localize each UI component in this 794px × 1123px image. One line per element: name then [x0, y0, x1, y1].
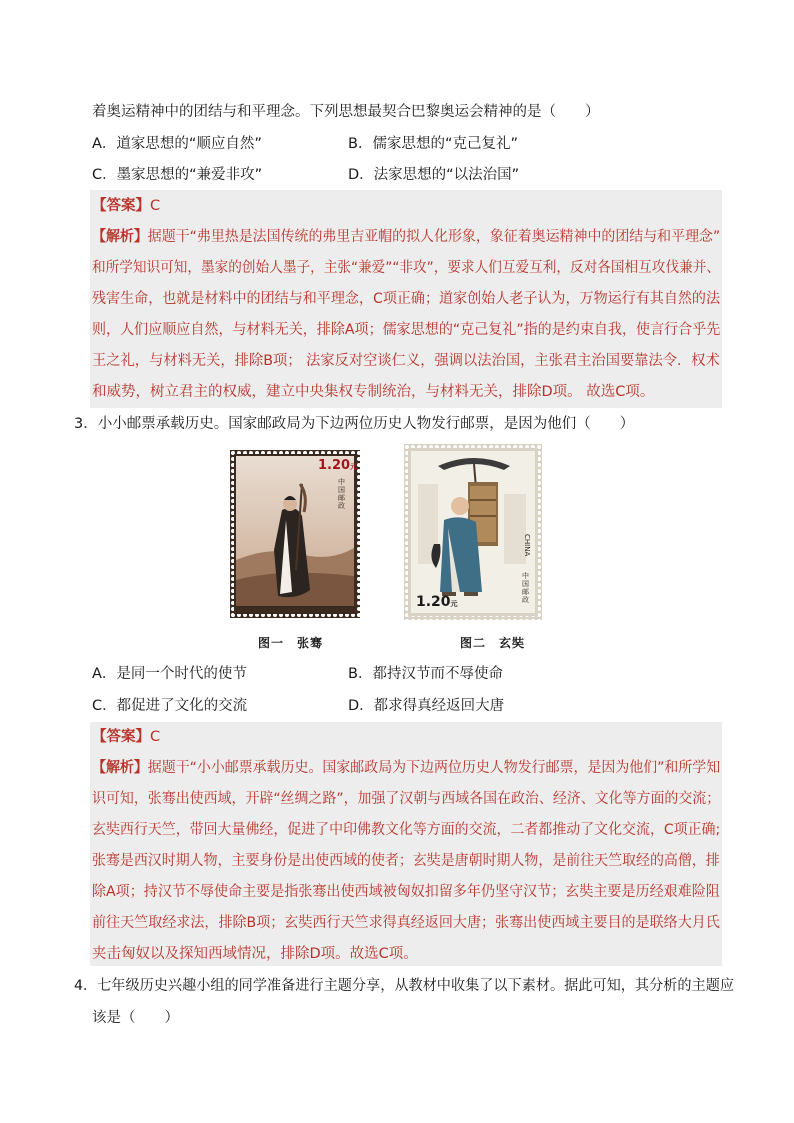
stamp2-caption: 图二 玄奘: [460, 636, 526, 650]
q3-stem: 3．小小邮票承载历史。国家邮政局为下边两位历史人物发行邮票，是因为他们（ ）: [74, 416, 635, 432]
q2-analysis-line: 和威势，树立君主的权威，建立中央集权专制统治，与材料无关，排除D项。 故选C项。: [92, 384, 655, 400]
q3-analysis-line: 夹击匈奴以及探知西域情况，排除D项。故选C项。: [92, 946, 418, 962]
stamp2-country: 中国邮政: [522, 572, 529, 604]
q3-option-d: D．都求得真经返回大唐: [348, 698, 505, 714]
q3-analysis-text: 据题干“小小邮票承载历史。国家邮政局为下边两位历史人物发行邮票，是因为他们”和所学知: [147, 760, 721, 776]
stamp2-country-en: CHINA: [523, 534, 531, 557]
q2-analysis-line: 则，人们应顺应自然，与材料无关，排除A项；儒家思想的“克己复礼”指的是约束自我，使言行合乎先: [92, 322, 721, 338]
stamp-zhang-qian: [230, 450, 360, 618]
q2-analysis-line: 残害生命，也就是材料中的团结与和平理念，C项正确；道家创始人老子认为，万物运行有其自然的法: [92, 291, 721, 307]
q4-stem-line: 该是（ ）: [92, 1010, 179, 1026]
q3-answer-row: [92, 727, 160, 747]
stamp1-value: 1.20元: [318, 458, 358, 473]
q4-stem-line: 4．七年级历史兴趣小组的同学准备进行主题分享，从教材中收集了以下素材。据此可知，其分析的主题应: [74, 978, 735, 994]
q2-analysis-line: 王之礼，与材料无关，排除B项； 法家反对空谈仁义，强调以法治国，主张君主治国要靠法令．权术: [92, 353, 720, 369]
q2-option-c: C．墨家思想的“兼爱非攻”: [92, 167, 263, 183]
q2-option-a: A．道家思想的“顺应自然”: [92, 136, 262, 152]
q3-analysis-line: 前往天竺取经求法，排除B项；玄奘西行天竺求得真经返回大唐；张骞出使西域主要目的是联络大月氏: [92, 915, 720, 931]
stamp1-caption: 图一 张骞: [258, 636, 324, 650]
q2-analysis-line: 和所学知识可知，墨家的创始人墨子，主张“兼爱”“非攻”，要求人们互爱互利，反对各国相互攻伐兼并、: [92, 260, 720, 276]
q2-answer-tag: 【答案】: [92, 198, 150, 214]
q2-option-d: D．法家思想的“以法治国”: [348, 167, 520, 183]
q3-option-c: C．都促进了文化的交流: [92, 698, 248, 714]
q2-analysis-line: [92, 227, 720, 247]
q3-analysis-line: 识可知，张骞出使西域，开辟“丝绸之路”，加强了汉朝与西域各国在政治、经济、文化等方面的交流；: [92, 791, 721, 807]
stamp2-value: 1.20元: [416, 594, 458, 610]
q3-analysis-line: [92, 758, 720, 778]
q2-analysis-text: 据题干“弗里热是法国传统的弗里吉亚帽的拟人化形象，象征着奥运精神中的团结与和平理念”: [147, 229, 721, 245]
stamp-xuanzang: [404, 444, 542, 620]
q2-answer-box: [90, 190, 722, 408]
q2-analysis-tag: 【解析】: [92, 229, 148, 245]
q2-stem: 着奥运精神中的团结与和平理念。下列思想最契合巴黎奥运会精神的是（ ）: [92, 104, 600, 120]
q3-option-a: A．是同一个时代的使节: [92, 666, 247, 682]
q2-answer-row: [92, 196, 160, 216]
q3-analysis-tag: 【解析】: [92, 760, 148, 776]
q3-option-b: B．都持汉节而不辱使命: [348, 666, 503, 682]
q3-analysis-line: 张骞是西汉时期人物，主要身份是出使西域的使者；玄奘是唐朝时期人物，是前往天竺取经的高僧，排: [92, 853, 720, 869]
q3-analysis-line: 除A项；持汉节不辱使命主要是指张骞出使西域被匈奴扣留多年仍坚守汉节；玄奘主要是历经艰难险阻: [92, 884, 720, 900]
q3-answer: C: [150, 729, 161, 745]
q3-answer-tag: 【答案】: [92, 729, 150, 745]
stamp1-country: 中国邮政: [338, 478, 345, 510]
q3-analysis-line: 玄奘西行天竺，带回大量佛经，促进了中印佛教文化等方面的交流，二者都推动了文化交流，C项正确;: [92, 822, 721, 838]
q2-option-b: B．儒家思想的“克己复礼”: [348, 136, 518, 152]
q3-answer-box: [90, 722, 722, 966]
q2-answer: C: [150, 198, 161, 214]
